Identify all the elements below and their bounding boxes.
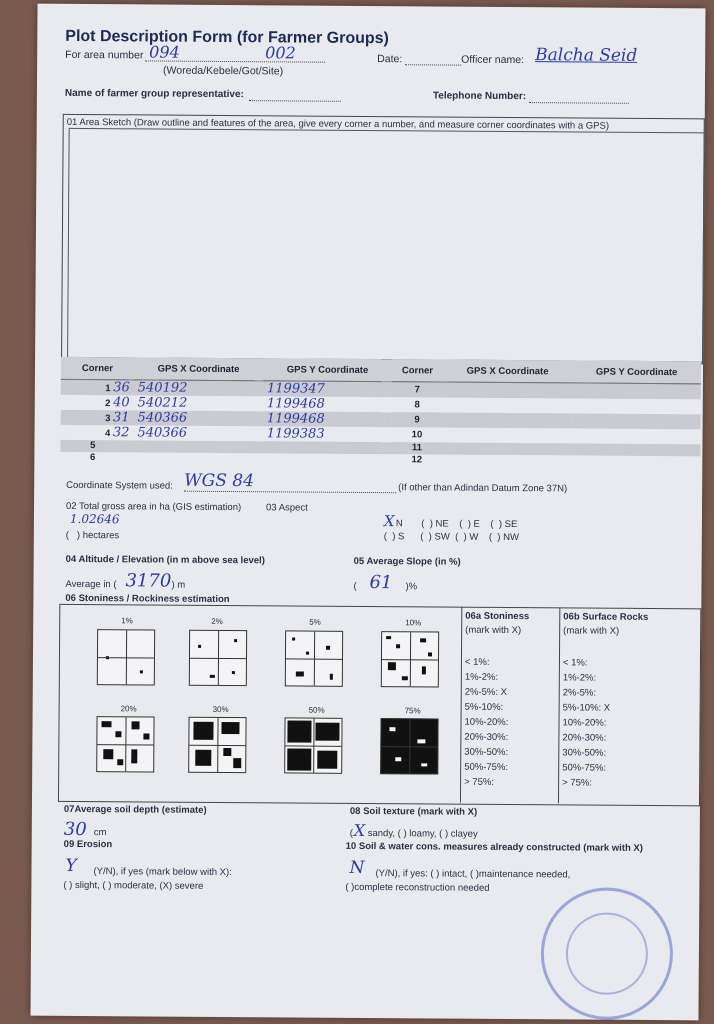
hectares-field: ( ) hectares [65,529,120,542]
area-number-value-1: 094 [149,42,180,62]
gps-header: GPS X Coordinate [134,357,263,380]
coord-note: (If other than Adindan Datum Zone 37N) [398,482,568,495]
gps-x: 540366 [134,410,263,426]
corner-number: 10 [411,429,423,441]
conservation-label: 10 Soil & water cons. measures already constructed (mark with X) [345,840,643,854]
aspect-label: 03 Aspect [265,502,308,514]
altitude-unit: ) m [171,579,186,591]
pct-label: 30% [212,704,229,715]
gps-header: GPS Y Coordinate [572,360,701,383]
pct-label: 5% [309,617,321,627]
corner-number: 2 [105,398,111,410]
corner-number: 12 [411,454,423,466]
stoniness-diagram-2pct [189,630,247,686]
conservation-value: N [349,857,365,878]
corner-elev: 31 [112,410,130,426]
sketch-area [67,128,705,362]
class-item: 10%-20%: [562,717,607,729]
class-item: 5%-10%: [464,701,504,713]
conservation-text: (Y/N), if yes: ( ) intact, ( )maintenance needed, [375,868,571,881]
gps-x: 540192 [134,380,263,396]
class-item: 50%-75%: [562,762,607,774]
aspect-option-e: E [473,518,480,530]
stoniness-b-list [562,655,610,790]
hectares-label: hectares [82,530,120,542]
stoniness-b-sub: (mark with X) [563,625,620,637]
class-item: > 75%: [562,777,592,789]
aspect-mark: X [383,512,395,531]
corner-number: 7 [392,382,443,398]
stoniness-diagram-20pct [96,716,154,772]
gps-header: GPS Y Coordinate [263,358,392,381]
area-number-value-2: 002 [265,43,296,63]
erosion-label: 09 Erosion [63,838,113,851]
gps-header: Corner [392,359,443,382]
erosion-text: (Y/N), if yes (mark below with X): [93,866,232,879]
corner-number: 11 [391,442,442,454]
official-stamp [540,887,673,1020]
class-item: 30%-50%: [562,747,607,759]
pct-label: 2% [211,616,223,626]
officer-value: Balcha Seid [535,45,638,66]
stamp-inner-ring [566,912,649,995]
corner-number: 4 [104,428,111,440]
stoniness-diagram-30pct [188,717,246,773]
stoniness-b-title: 06b Surface Rocks [563,611,649,623]
area-number-label: For area number [65,48,144,62]
rep-label: Name of farmer group representative: [64,87,244,101]
coord-label: Coordinate System used: [66,479,173,492]
class-item: 10%-20%: [464,716,509,728]
stoniness-diagram-1pct [97,629,155,685]
class-item: 2%-5%: [562,687,597,699]
class-item: 50%-75%: [464,761,509,773]
gps-y: 1199468 [263,411,392,427]
area-number-sub: (Woreda/Kebele/Got/Site) [163,64,284,78]
aspect-option-s: S [398,531,405,543]
soil-depth-value: 30 [63,818,87,841]
aspect-row-2: ( ) S ( ) SW ( ) W ( ) NW [383,531,520,544]
class-item: 20%-30%: [464,731,509,743]
gps-y: 1199468 [266,396,325,412]
pct-label: 75% [404,706,421,716]
sketch-label: 01 Area Sketch (Draw outline and features of the area, give every corner a number, and measure corner coordinates with a GPS) [66,116,610,132]
soil-depth-label: 07Average soil depth (estimate) [63,803,207,816]
date-line [405,64,461,65]
rep-line [249,100,341,102]
class-item: < 1%: [562,657,588,669]
gps-x: 540212 [137,395,188,411]
corner-number: 9 [391,412,442,427]
corner-elev: 40 [113,395,130,411]
aspect-row-1: N ( ) NE ( ) E ( ) SE [395,518,518,531]
altitude-value: 3170 [125,570,172,592]
form-title: Plot Description Form (for Farmer Groups) [65,27,389,48]
gps-y: 1199347 [263,381,392,397]
area-value: 1.02646 [69,511,120,527]
corner-elev: 32 [112,425,130,441]
texture-text: sandy, ( ) loamy, ( ) clayey [367,828,478,840]
class-item: < 1%: [464,656,490,668]
gps-header: GPS X Coordinate [443,360,572,383]
corner-number: 6 [89,451,96,463]
texture-label: 08 Soil texture (mark with X) [349,805,478,818]
corner-number: 8 [414,399,420,411]
area-number-line [145,60,325,62]
slope-value: 61 [369,572,393,594]
phone-label: Telephone Number: [432,90,527,103]
pct-label: 10% [405,618,422,628]
aspect-option-nw: NW [503,531,520,544]
stoniness-diagram-50pct [284,717,342,773]
stoniness-diagram-75pct [380,718,438,774]
conservation-text-2: ( )complete reconstruction needed [345,881,490,894]
stoniness-a-title: 06a Stoniness [465,610,530,623]
class-item: 1%-2%: [562,672,597,684]
erosion-severity: ( ) slight, ( ) moderate, (X) severe [63,879,204,892]
stoniness-label: 06 Stoniness / Rockiness estimation [65,592,230,606]
pct-label: 1% [121,616,133,626]
area-label: 02 Total gross area in ha (GIS estimation) [65,500,242,514]
aspect-option-n: N [395,518,403,530]
class-item-marked: 5%-10%: X [562,702,611,714]
soil-depth-unit: cm [93,827,107,839]
altitude-label: 04 Altitude / Elevation (in m above sea level) [65,553,265,567]
texture-mark: X [353,820,366,840]
stoniness-a-sub: (mark with X) [465,624,522,637]
class-item: 1%-2%: [464,671,499,683]
altitude-avg-label: Average in ( [65,578,117,591]
aspect-option-ne: NE [435,518,449,530]
class-item-marked: 2%-5%: X [464,686,508,698]
gps-y: 1199383 [266,426,325,442]
pct-label: 20% [120,704,137,714]
class-item: > 75%: [464,776,494,788]
phone-line [529,102,629,104]
aspect-option-se: SE [504,518,518,531]
stoniness-diagram-10pct [381,631,439,687]
slope-unit: )% [405,581,418,593]
class-item: 30%-50%: [464,746,509,758]
slope-label: 05 Average Slope (in %) [353,555,461,568]
corner-number: 3 [105,413,111,425]
aspect-option-sw: SW [434,531,450,543]
stoniness-a-list [464,655,509,790]
corner-number: 1 [105,383,111,395]
corner-elev: 36 [113,380,130,396]
texture-open: ( [349,827,353,839]
aspect-option-w: W [469,531,479,543]
officer-label: Officer name: [461,53,525,67]
pct-label: 50% [308,705,325,715]
gps-x: 540366 [137,425,188,441]
slope-open: ( [353,580,357,592]
form-page [30,4,705,1021]
coord-line [184,491,396,493]
gps-table [60,357,701,467]
stoniness-diagram-5pct [285,630,343,686]
corner-number: 5 [60,440,133,452]
gps-header: Corner [61,357,134,380]
class-item: 20%-30%: [562,732,607,744]
coord-value: WGS 84 [184,470,255,492]
date-label: Date: [377,53,403,66]
erosion-value: Y [65,855,77,876]
